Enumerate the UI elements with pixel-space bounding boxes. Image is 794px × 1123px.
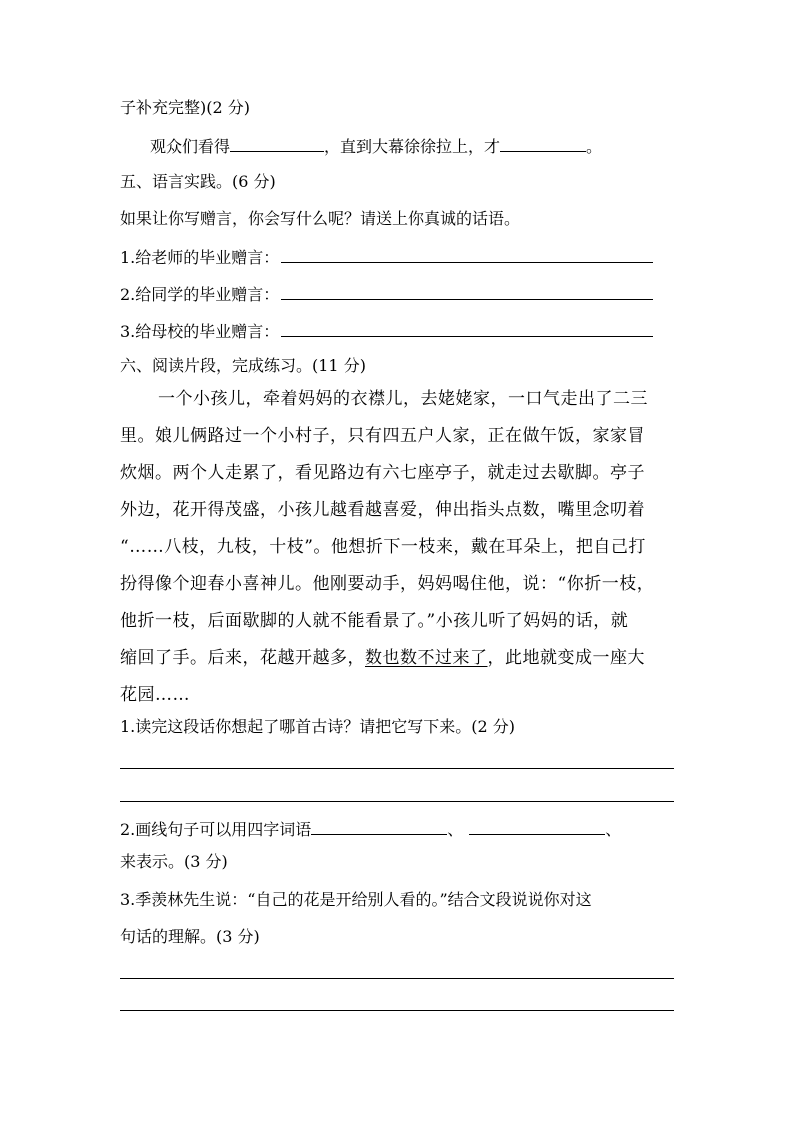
item-label: 1.给老师的毕业赠言： — [120, 248, 280, 267]
item-label: 3.给母校的毕业赠言： — [120, 322, 280, 341]
passage-line: “……八枝，九枝，十枝”。他想折下一枝来，戴在耳朵上，把自己打 — [120, 537, 646, 557]
section5-item-school — [120, 320, 653, 342]
answer-line-q1b[interactable] — [120, 801, 674, 802]
section5-item-classmate — [120, 283, 653, 305]
question-2 — [120, 818, 621, 840]
answer-blank-word2[interactable] — [469, 818, 605, 835]
sentence-part1: 观众们看得 — [150, 137, 231, 156]
item-label: 2.给同学的毕业赠言： — [120, 285, 280, 304]
answer-line-q3b[interactable] — [120, 1010, 674, 1011]
q2-text: 2.画线句子可以用四字词语 — [120, 820, 312, 839]
question-continuation: 子补充完整)(2 分) — [120, 98, 250, 117]
passage-line: 炊烟。两个人走累了，看见路边有六七座亭子，就走过去歇脚。亭子 — [120, 463, 645, 483]
underlined-sentence: 数也数不过来了 — [365, 648, 488, 668]
section5-prompt: 如果让你写赠言，你会写什么呢？请送上你真诚的话语。 — [120, 209, 521, 228]
question-2-continuation: 来表示。(3 分) — [120, 852, 228, 871]
answer-line-q1a[interactable] — [120, 768, 674, 769]
passage-text: 缩回了手。后来，花越开越多， — [120, 648, 365, 668]
question-3: 3.季羡林先生说：“自己的花是开给别人看的。”结合文段说说你对这 — [120, 890, 592, 909]
sentence-part2: ，直到大幕徐徐拉上，才 — [324, 137, 501, 156]
q2-separator: 、 — [605, 820, 622, 839]
section5-item-teacher — [120, 246, 653, 268]
question-3-continuation: 句话的理解。(3 分) — [120, 927, 260, 946]
question-1: 1.读完这段话你想起了哪首古诗？请把它写下来。(2 分) — [120, 717, 516, 736]
fill-sentence — [150, 135, 602, 157]
passage-line — [120, 640, 680, 677]
answer-blank-word1[interactable] — [311, 818, 447, 835]
answer-line-classmate[interactable] — [281, 283, 653, 300]
answer-blank-2[interactable] — [500, 135, 586, 152]
reading-passage — [120, 381, 680, 714]
answer-blank-1[interactable] — [230, 135, 324, 152]
answer-line-q3a[interactable] — [120, 978, 674, 979]
sentence-end: 。 — [586, 137, 603, 156]
passage-line: 外边，花开得茂盛，小孩儿越看越喜爱，伸出指头点数，嘴里念叨着 — [120, 500, 645, 520]
answer-line-school[interactable] — [281, 320, 653, 337]
passage-line: 里。娘儿俩路过一个小村子，只有四五户人家，正在做午饭，家家冒 — [120, 426, 645, 446]
passage-text: ，此地就变成一座大 — [487, 648, 645, 668]
section5-heading: 五、语言实践。(6 分) — [120, 172, 276, 191]
answer-line-teacher[interactable] — [281, 246, 653, 263]
passage-line: 花园…… — [120, 685, 190, 705]
passage-line: 一个小孩儿，牵着妈妈的衣襟儿，去姥姥家，一口气走出了二三 — [158, 389, 648, 409]
q2-separator: 、 — [447, 820, 464, 839]
passage-line: 他折一枝，后面歇脚的人就不能看景了。”小孩儿听了妈妈的话，就 — [120, 611, 629, 631]
section6-heading: 六、阅读片段，完成练习。(11 分) — [120, 356, 366, 375]
passage-line: 扮得像个迎春小喜神儿。他刚要动手，妈妈喝住他，说：“你折一枝， — [120, 574, 655, 594]
